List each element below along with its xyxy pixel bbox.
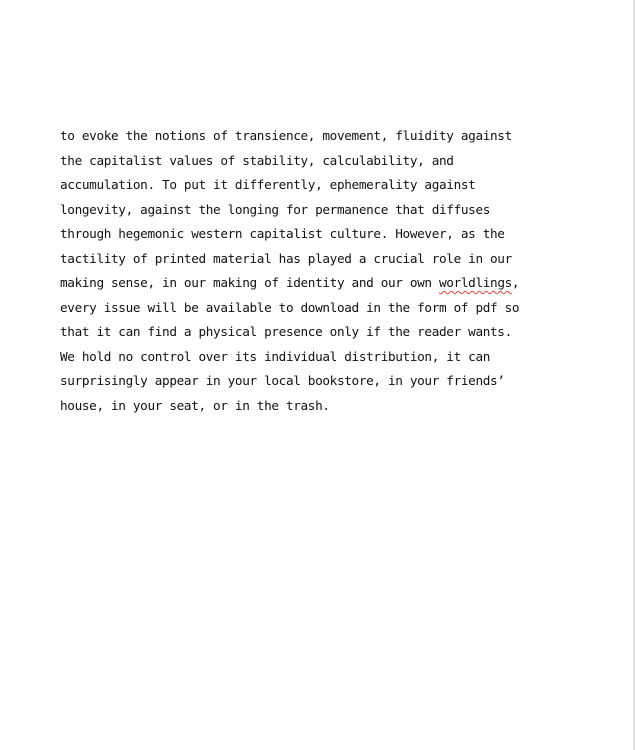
text-line: surprisingly appear in your local bookstore, in your friends’	[60, 373, 505, 388]
text-line: accumulation. To put it differently, ephemerality against	[60, 177, 476, 192]
text-segment: making sense, in our making of identity and our own	[60, 275, 440, 290]
text-line: through hegemonic western capitalist culture. However, as the	[60, 226, 505, 241]
body-paragraph[interactable]	[60, 124, 580, 418]
text-line: We hold no control over its individual distribution, it can	[60, 348, 491, 364]
text-line: to evoke the notions of transience, movement, fluidity against	[60, 128, 512, 143]
text-line: that it can find a physical presence only if the reader wants.	[60, 324, 512, 339]
misspelled-word[interactable]: worldlings	[439, 275, 512, 290]
text-line: every issue will be available to download in the form of pdf so	[60, 299, 520, 315]
text-line	[60, 271, 580, 296]
text-segment: ,	[511, 275, 520, 290]
text-line: tactility of printed material has played a crucial role in our	[60, 250, 512, 266]
text-line: the capitalist values of stability, calculability, and	[60, 152, 454, 168]
text-line: house, in your seat, or in the trash.	[60, 397, 330, 413]
text-line: longevity, against the longing for permanence that diffuses	[60, 201, 491, 217]
